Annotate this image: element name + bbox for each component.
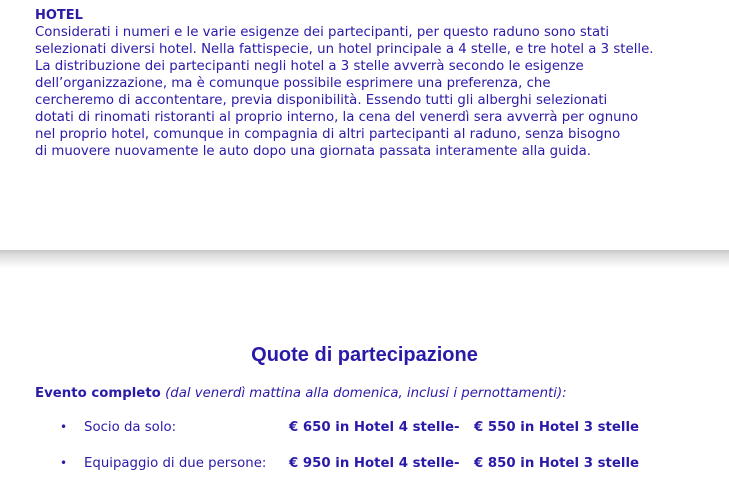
hotel-section [35,8,715,160]
quote-title: Quote di partecipazione [251,344,478,366]
hotel-text-line: nel proprio hotel, comunque in compagnia di altri partecipanti al raduno, senza bisogno [35,127,621,142]
hotel-text-line: dell’organizzazione, ma è comunque possibile esprimere una preferenza, che [35,76,551,91]
event-label: Evento completo [35,386,161,401]
hotel-text-line: Considerati i numeri e le varie esigenze dei partecipanti, per questo raduno sono stati [35,25,610,40]
price-separator: - [454,420,460,435]
hotel-text-line: selezionati diversi hotel. Nella fattispecie, un hotel principale a 4 stelle, e tre hotel a 3 stelle. [35,42,654,57]
event-note: (dal venerdì mattina alla domenica, inclusi i pernottamenti): [165,386,567,401]
event-description [35,386,567,401]
participant-type: Equipaggio di due persone: [84,456,267,471]
hotel-heading: HOTEL [35,8,83,23]
hotel-text-line: cercheremo di accontentare, previa disponibilità. Essendo tutti gli alberghi selezionati [35,93,608,108]
price-hotel-3-stars: € 550 in Hotel 3 stelle [474,420,640,435]
price-separator: - [454,456,460,471]
bullet-icon: • [60,456,68,470]
page-break-divider [0,250,729,268]
hotel-text-line: di muovere nuovamente le auto dopo una giornata passata interamente alla guida. [35,144,592,159]
participant-type: Socio da solo: [84,420,177,435]
price-hotel-4-stars: € 650 in Hotel 4 stelle [289,420,455,435]
hotel-text-line: dotati di rinomati ristoranti al proprio interno, la cena del venerdì sera avverrà per ognuno [35,110,639,125]
hotel-description [35,24,715,160]
price-hotel-3-stars: € 850 in Hotel 3 stelle [474,456,640,471]
bullet-icon: • [60,420,68,434]
price-hotel-4-stars: € 950 in Hotel 4 stelle [289,456,455,471]
hotel-text-line: La distribuzione dei partecipanti negli hotel a 3 stelle avverrà secondo le esigenze [35,59,584,74]
